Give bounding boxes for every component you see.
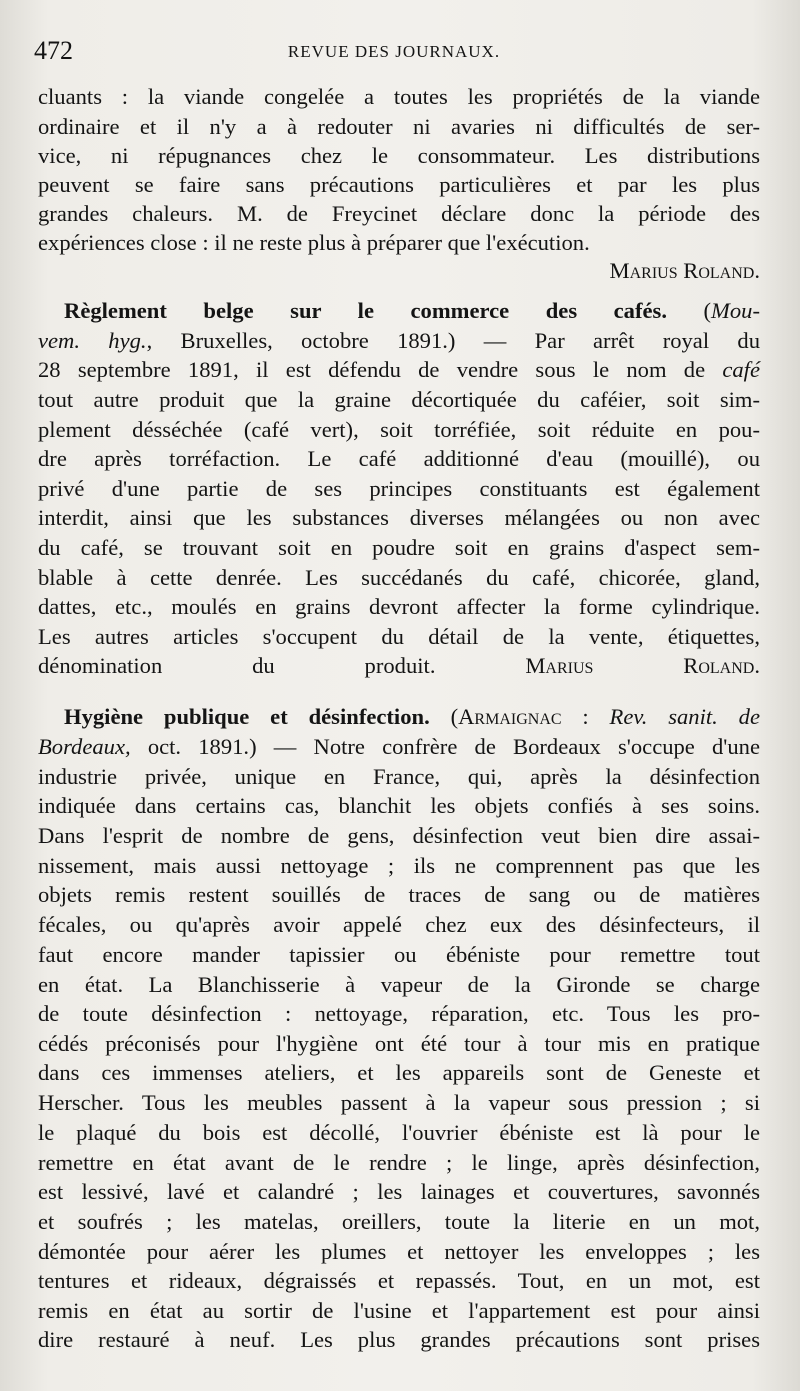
text-run: peuvent se faire sans précautions particulières et par les plus: [38, 172, 760, 197]
text-line: [38, 999, 760, 1029]
text-run: , Bruxelles, octobre 1891.) — Par arrêt royal du: [146, 328, 760, 353]
text-line: [38, 170, 760, 200]
text-line: [38, 1237, 760, 1267]
text-run: vice, ni répugnances chez le consommateur. Les distributions: [38, 143, 760, 168]
text-run: (: [666, 298, 712, 323]
section-heading: Hygiène publique et désinfection.: [64, 704, 430, 729]
text-run: dénomination du produit.: [38, 653, 526, 678]
text-run: Dans l'esprit de nombre de gens, désinfection veut bien dire assai-: [38, 823, 760, 848]
text-line: [38, 199, 760, 229]
text-run: est lessivé, lavé et calandré ; les lainages et couvertures, savonnés: [38, 1179, 760, 1204]
text-run: industrie privée, unique en France, qui, après la désinfection: [38, 764, 760, 789]
author-signature: Marius Roland.: [609, 258, 760, 283]
text-line: [38, 970, 760, 1000]
text-run: 28 septembre 1891, il est défendu de vendre sous le nom de: [38, 357, 723, 382]
text-run: (: [429, 704, 459, 729]
text-line: [38, 563, 760, 593]
text-line: [38, 1296, 760, 1326]
text-run: ordinaire et il n'y a à redouter ni avaries ni difficultés de ser-: [38, 114, 760, 139]
text-run: grandes chaleurs. M. de Freycinet déclare donc la période des: [38, 201, 760, 226]
page-header: [34, 36, 754, 66]
text-line: [38, 503, 760, 533]
text-line: [38, 1325, 760, 1355]
text-run: tout autre produit que la graine décortiquée du caféier, soit sim-: [38, 387, 760, 412]
text-run: expériences close : il ne reste plus à préparer que l'exécution.: [38, 230, 590, 255]
text-line: [38, 791, 760, 821]
text-run: Bordeaux,: [38, 734, 131, 759]
section-heading: Règlement belge sur le commerce des cafés.: [64, 298, 667, 323]
author-signature: Marius Roland.: [525, 653, 760, 678]
text-line: [38, 355, 760, 385]
text-line: [38, 1058, 760, 1088]
text-run: cluants : la viande congelée a toutes les propriétés de la viande: [38, 84, 760, 109]
text-line: [38, 385, 760, 415]
text-line: [38, 1207, 760, 1237]
text-line: [38, 444, 760, 474]
text-line: [38, 732, 760, 762]
text-run: Rev. sanit. de: [609, 704, 760, 729]
text-line: [38, 533, 760, 563]
text-line: [38, 112, 760, 142]
text-run: Herscher. Tous les meubles passent à la vapeur sous pression ; si: [38, 1090, 760, 1115]
text-line: [38, 622, 760, 652]
text-run: :: [561, 704, 610, 729]
text-line: [38, 910, 760, 940]
text-line: [38, 141, 760, 171]
text-run: vem. hyg.: [38, 328, 147, 353]
running-head: REVUE DES JOURNAUX.: [287, 42, 501, 61]
text-line: [38, 940, 760, 970]
text-run: cédés préconisés pour l'hygiène ont été tour à tour mis en pratique: [38, 1031, 760, 1056]
page-number: 472: [34, 36, 73, 65]
text-line: [38, 326, 760, 356]
text-line: [38, 1266, 760, 1296]
text-line: [38, 1148, 760, 1178]
text-run: dre après torréfaction. Le café additionné d'eau (mouillé), ou: [38, 446, 760, 471]
text-line: [38, 1088, 760, 1118]
text-run: remettre en état avant de le rendre ; le linge, après désinfection,: [38, 1150, 760, 1175]
text-line: [38, 256, 760, 286]
text-run: faut encore mander tapissier ou ébéniste pour remettre tout: [38, 942, 760, 967]
text-line: [38, 1118, 760, 1148]
text-run: en état. La Blanchisserie à vapeur de la Gironde se charge: [38, 972, 760, 997]
text-line: [38, 296, 760, 326]
text-line: [38, 762, 760, 792]
text-line: [38, 851, 760, 881]
text-run: dattes, etc., moulés en grains devront affecter la forme cylindrique.: [38, 594, 760, 619]
text-run: remis en état au sortir de l'usine et l'appartement est pour ainsi: [38, 1298, 760, 1323]
text-line: [38, 651, 760, 681]
text-run: de toute désinfection : nettoyage, réparation, etc. Tous les pro-: [38, 1001, 760, 1026]
text-run: café: [722, 357, 760, 382]
text-run: Mou-: [711, 298, 760, 323]
text-line: [38, 228, 760, 258]
text-run: blable à cette denrée. Les succédanés du café, chicorée, gland,: [38, 565, 760, 590]
text-run: nissement, mais aussi nettoyage ; ils ne comprennent pas que les: [38, 853, 760, 878]
text-run: dire restauré à neuf. Les plus grandes précautions sont prises: [38, 1327, 760, 1352]
author-signature: Armaignac: [458, 704, 562, 729]
text-line: [38, 880, 760, 910]
text-line: [38, 1177, 760, 1207]
text-line: [38, 474, 760, 504]
text-run: plement désséchée (café vert), soit torréfiée, soit réduite en pou-: [38, 417, 760, 442]
text-run: dans ces immenses ateliers, et les appareils sont de Geneste et: [38, 1060, 760, 1085]
text-line: [38, 82, 760, 112]
text-run: objets remis restent souillés de traces de sang ou de matières: [38, 882, 760, 907]
text-line: [38, 415, 760, 445]
text-run: Les autres articles s'occupent du détail de la vente, étiquettes,: [38, 624, 760, 649]
text-run: privé d'une partie de ses principes constituants est également: [38, 476, 760, 501]
text-run: le plaqué du bois est décollé, l'ouvrier ébéniste est là pour le: [38, 1120, 760, 1145]
text-line: [38, 592, 760, 622]
text-run: du café, se trouvant soit en poudre soit en grains d'aspect sem-: [38, 535, 760, 560]
text-line: [38, 702, 760, 732]
text-run: oct. 1891.) — Notre confrère de Bordeaux s'occupe d'une: [130, 734, 760, 759]
text-run: indiquée dans certains cas, blanchit les objets confiés à ses soins.: [38, 793, 760, 818]
text-line: [38, 1029, 760, 1059]
text-run: interdit, ainsi que les substances diverses mélangées ou non avec: [38, 505, 760, 530]
text-run: tentures et rideaux, dégraissés et repassés. Tout, en un mot, est: [38, 1268, 760, 1293]
text-run: fécales, ou qu'après avoir appelé chez eux des désinfecteurs, il: [38, 912, 760, 937]
text-run: et soufrés ; les matelas, oreillers, toute la literie en un mot,: [38, 1209, 760, 1234]
text-run: démontée pour aérer les plumes et nettoyer les enveloppes ; les: [38, 1239, 760, 1264]
text-line: [38, 821, 760, 851]
